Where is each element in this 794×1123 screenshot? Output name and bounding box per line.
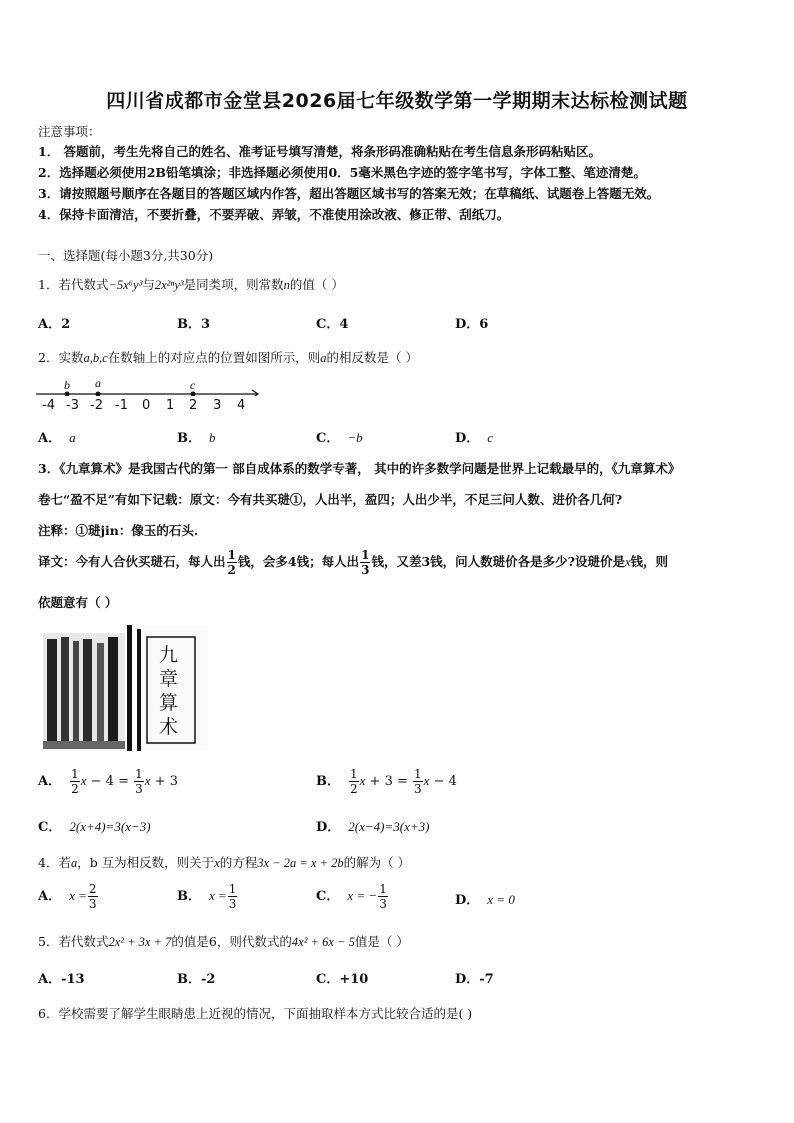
question-1 [38, 275, 344, 293]
q2-option-d[interactable] [455, 427, 493, 446]
q2-vars: a,b,c [83, 351, 108, 365]
option-letter: D． [455, 893, 480, 908]
q3-option-a[interactable]: A． $\frac{1}{2}$ x − 4 = $\frac{1}{3}$ x + 3 [38, 767, 178, 796]
option-value: x = − [347, 888, 378, 903]
book-char: 九 [159, 644, 179, 666]
q1-end: 的值（ ） [289, 277, 344, 292]
q3-line-5: 依题意有（ ） [38, 595, 118, 610]
q5-option-a[interactable]: A．-13 [38, 972, 85, 987]
option-letter: A． [38, 889, 62, 904]
q2-var: a [320, 351, 327, 365]
q4-option-a[interactable]: A． x = $\frac{2}{3}$ [38, 882, 97, 911]
notice-item: 4．保持卡面清洁，不要折叠，不要弄破、弄皱，不准使用涂改液、修正带、刮纸刀。 [38, 207, 510, 222]
tick-label: 3 [213, 398, 222, 413]
option-value: x = 0 [487, 892, 515, 907]
option-value: x = [69, 888, 87, 903]
tick-label: -4 [42, 398, 55, 413]
q1-suffix: 是同类项，则常数 [183, 277, 284, 292]
book-image [43, 625, 208, 751]
q2-option-b[interactable] [177, 427, 216, 446]
question-2 [38, 348, 418, 366]
option-letter: C． [316, 431, 340, 446]
q1-option-c[interactable]: C．4 [316, 317, 349, 332]
point-b-label: b [64, 378, 70, 392]
q2-mid: 在数轴上的对应点的位置如图所示，则 [107, 350, 321, 365]
option-value: 2(x−4)=3(x+3) [348, 819, 430, 834]
q2-prefix: 2．实数 [38, 350, 84, 365]
q4-option-d[interactable] [455, 889, 515, 908]
q5-expr: 2x² + 3x + 7 [108, 935, 172, 949]
q1-option-b[interactable]: B．3 [177, 317, 211, 332]
q4-option-b[interactable]: B． x = $\frac{1}{3}$ [177, 882, 237, 911]
q2-option-a[interactable] [38, 427, 76, 446]
option-value: c [487, 430, 494, 445]
q1-expr2: 2x²ⁿy³ [154, 278, 184, 292]
q3-line-4: 译文：今有人合伙买琎石，每人出 $\frac{1}{2}$ 钱，会多4钱；每人出 $\frac{1}{3}$ 钱，又差3钱，问人数琎价各是多少?设琎价是x钱，则 [38, 548, 669, 577]
q4-equation: 3x − 2a = x + 2b [257, 856, 344, 870]
q3-option-d[interactable] [316, 816, 429, 835]
q1-prefix: 1．若代数式 [38, 277, 109, 292]
q4-text: ，b 互为相反数，则关于 [77, 855, 215, 870]
q3-text: 译文：今有人合伙买琎石，每人出 [38, 554, 226, 569]
q1-mid: 与 [142, 277, 155, 292]
q4-text: 的方程 [219, 855, 258, 870]
book-illustration [43, 625, 208, 751]
q3-line-1: 3．《九章算术》是我国古代的第一 部自成体系的数学专著， 其中的许多数学问题是世界上记载最早的，《九章算术》 [38, 461, 681, 476]
point-c-label: c [190, 378, 196, 392]
book-title [159, 643, 178, 739]
q3-line-2: 卷七“盈不足”有如下记载：原文：今有共买琎①，人出半，盈四；人出少半，不足三问人数、进价各几何? [38, 492, 623, 507]
tick-label: 2 [189, 398, 198, 413]
option-letter: B． [177, 431, 201, 446]
q4-text: 的解为（ ） [343, 855, 411, 870]
option-letter: D． [316, 820, 341, 835]
q1-var: n [283, 278, 290, 292]
option-letter: A． [38, 774, 62, 789]
q3-text: 钱，则 [630, 554, 669, 569]
section-heading: 一、选择题(每小题3分,共30分) [38, 248, 214, 263]
option-value: −b [347, 430, 363, 445]
q1-expr1: −5x⁶y³ [108, 278, 143, 292]
notice-item: 1． 答题前，考生先将自己的姓名、准考证号填写清楚，将条形码准确粘贴在考生信息条形码粘贴区。 [38, 144, 602, 159]
tick-label: 1 [166, 398, 175, 413]
fraction-one-half: $\frac{1}{2}$ [227, 548, 236, 577]
q3-text: 钱，又差3钱，问人数琎价各是多少?设琎价是 [371, 554, 625, 569]
tick-label: 0 [142, 398, 151, 413]
q4-text: 4．若 [38, 855, 71, 870]
question-6: 6．学校需要了解学生眼睛患上近视的情况，下面抽取样本方式比较合适的是( ) [38, 1006, 473, 1021]
option-letter: B． [177, 889, 201, 904]
page-title: 四川省成都市金堂县2026届七年级数学第一学期期末达标检测试题 [106, 90, 688, 112]
q5-text: 的值是6，则代数式的 [171, 934, 292, 949]
option-value: x = [209, 888, 227, 903]
q3-line-3: 注释：①琎jin：像玉的石头. [38, 523, 199, 538]
point-a [96, 392, 101, 397]
q3-option-b[interactable]: B． $\frac{1}{2}$ x + 3 = $\frac{1}{3}$ x − 4 [316, 767, 457, 796]
question-5 [38, 932, 409, 950]
tick-label: 4 [237, 398, 246, 413]
notice-item: 3．请按照题号顺序在各题目的答题区域内作答，超出答题区域书写的答案无效；在草稿纸、试题卷上答题无效。 [38, 186, 660, 201]
tick-label: -2 [90, 398, 103, 413]
option-letter: A． [38, 431, 62, 446]
q3-option-c[interactable] [38, 816, 151, 835]
number-line [36, 380, 266, 396]
point-a-label: a [95, 376, 101, 390]
q5-text: 值是（ ） [354, 934, 409, 949]
q3-text: 钱，会多4钱；每人出 [237, 554, 360, 569]
q2-option-c[interactable] [316, 427, 363, 446]
book-char: 章 [159, 668, 179, 690]
option-letter: C． [38, 820, 62, 835]
option-value: a [69, 430, 76, 445]
book-char: 算 [159, 692, 179, 714]
option-letter: C． [316, 889, 340, 904]
book-char: 术 [159, 716, 179, 738]
option-letter: B． [316, 774, 340, 789]
q1-option-d[interactable]: D．6 [455, 317, 489, 332]
q4-option-c[interactable]: C． x = − $\frac{1}{3}$ [316, 882, 387, 911]
q5-text: 5．若代数式 [38, 934, 109, 949]
q2-end: 的相反数是（ ） [326, 350, 419, 365]
option-value: 2(x+4)=3(x−3) [69, 819, 151, 834]
notice-heading: 注意事项： [38, 124, 101, 139]
q1-option-a[interactable]: A．2 [38, 317, 71, 332]
option-value: b [209, 430, 216, 445]
option-letter: D． [455, 431, 480, 446]
q5-expr: 4x² + 6x − 5 [291, 935, 355, 949]
tick-label: -3 [66, 398, 79, 413]
fraction-one-third: $\frac{1}{3}$ [361, 548, 370, 577]
question-4: 4．若a，b 互为相反数，则关于x的方程3x − 2a = x + 2b的解为（ ） [38, 855, 411, 870]
notice-item: 2．选择题必须使用2B铅笔填涂；非选择题必须使用0．5毫米黑色字迹的签字笔书写，字体工整、笔迹清楚。 [38, 165, 646, 180]
q5-option-b[interactable]: B．-2 [177, 972, 216, 987]
tick-label: -1 [115, 398, 128, 413]
q5-option-c[interactable]: C．+10 [316, 972, 369, 987]
q5-option-d[interactable]: D．-7 [455, 972, 494, 987]
